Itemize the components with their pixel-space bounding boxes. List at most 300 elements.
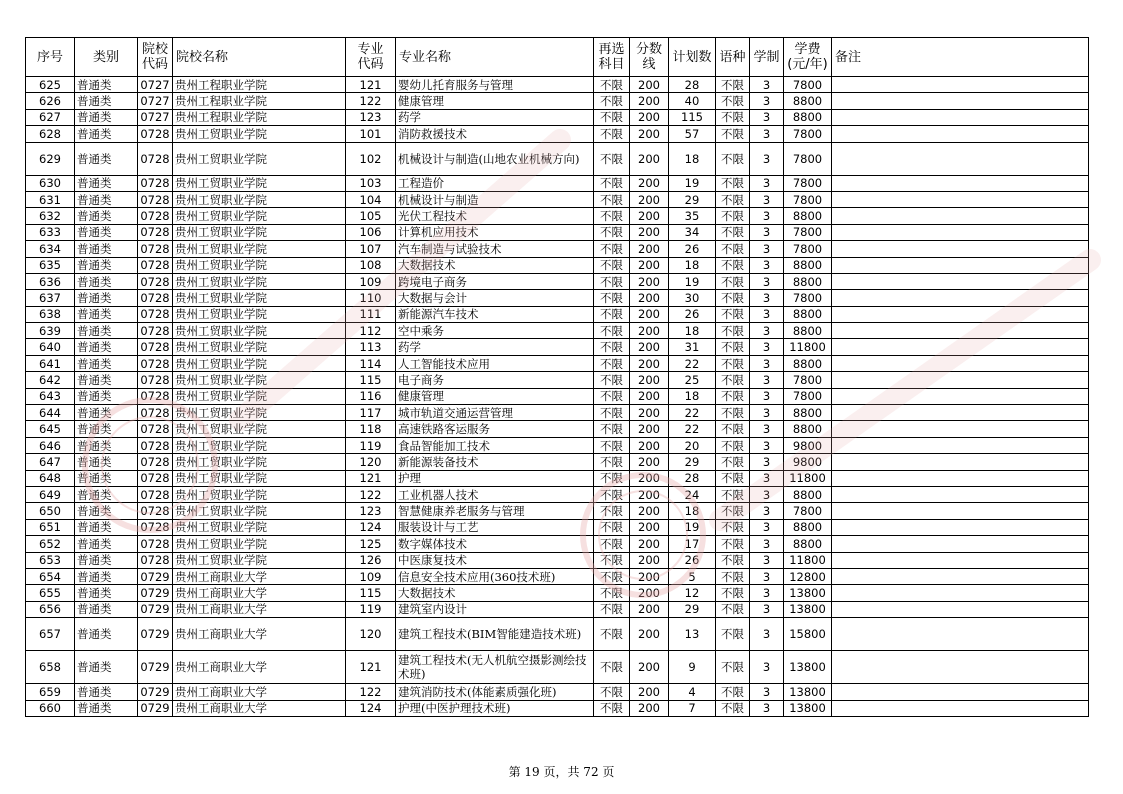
cell-seq: 637: [26, 290, 75, 306]
cell-plan: 22: [669, 421, 716, 437]
cell-seq: 628: [26, 126, 75, 142]
cell-category: 普通类: [75, 585, 138, 601]
cell-seq: 625: [26, 77, 75, 93]
cell-plan: 22: [669, 405, 716, 421]
cell-score: 200: [630, 454, 669, 470]
cell-school-code: 0728: [138, 257, 173, 273]
cell-plan: 30: [669, 290, 716, 306]
cell-score: 200: [630, 651, 669, 684]
cell-fee: 8800: [784, 93, 832, 109]
cell-remark: [832, 700, 1089, 716]
cell-category: 普通类: [75, 257, 138, 273]
cell-years: 3: [750, 224, 784, 240]
cell-remark: [832, 175, 1089, 191]
cell-reselect: 不限: [594, 191, 630, 207]
cell-language: 不限: [716, 339, 750, 355]
cell-major-code: 122: [346, 93, 396, 109]
cell-major-name: 健康管理: [396, 93, 594, 109]
cell-major-name: 机械设计与制造(山地农业机械方向): [396, 142, 594, 175]
cell-language: 不限: [716, 273, 750, 289]
cell-school-name: 贵州工贸职业学院: [173, 552, 346, 568]
cell-category: 普通类: [75, 306, 138, 322]
table-row: [26, 208, 1089, 224]
cell-seq: 631: [26, 191, 75, 207]
cell-score: 200: [630, 601, 669, 617]
cell-remark: [832, 519, 1089, 535]
cell-plan: 18: [669, 142, 716, 175]
cell-reselect: 不限: [594, 585, 630, 601]
cell-school-code: 0728: [138, 126, 173, 142]
cell-plan: 29: [669, 454, 716, 470]
cell-school-code: 0727: [138, 77, 173, 93]
cell-category: 普通类: [75, 273, 138, 289]
cell-school-code: 0728: [138, 437, 173, 453]
cell-major-code: 122: [346, 486, 396, 502]
table-row: [26, 437, 1089, 453]
header-reselect: 再选 科目: [594, 38, 630, 77]
cell-major-code: 110: [346, 290, 396, 306]
cell-years: 3: [750, 339, 784, 355]
cell-school-name: 贵州工贸职业学院: [173, 536, 346, 552]
table-row: [26, 126, 1089, 142]
cell-major-name: 空中乘务: [396, 323, 594, 339]
cell-plan: 35: [669, 208, 716, 224]
table-row: [26, 257, 1089, 273]
cell-language: 不限: [716, 684, 750, 700]
cell-remark: [832, 486, 1089, 502]
cell-reselect: 不限: [594, 257, 630, 273]
cell-school-name: 贵州工贸职业学院: [173, 339, 346, 355]
page-footer: 第 19 页，共 72 页: [508, 765, 615, 779]
cell-fee: 7800: [784, 503, 832, 519]
cell-seq: 639: [26, 323, 75, 339]
cell-school-code: 0728: [138, 273, 173, 289]
cell-plan: 9: [669, 651, 716, 684]
cell-fee: 7800: [784, 224, 832, 240]
cell-years: 3: [750, 568, 784, 584]
cell-fee: 13800: [784, 651, 832, 684]
cell-years: 3: [750, 585, 784, 601]
cell-score: 200: [630, 126, 669, 142]
cell-plan: 18: [669, 503, 716, 519]
cell-score: 200: [630, 290, 669, 306]
cell-school-code: 0728: [138, 486, 173, 502]
cell-major-name: 建筑工程技术(BIM智能建造技术班): [396, 618, 594, 651]
cell-plan: 115: [669, 109, 716, 125]
cell-reselect: 不限: [594, 700, 630, 716]
cell-score: 200: [630, 191, 669, 207]
cell-major-code: 115: [346, 585, 396, 601]
cell-reselect: 不限: [594, 290, 630, 306]
cell-seq: 655: [26, 585, 75, 601]
cell-major-code: 117: [346, 405, 396, 421]
cell-fee: 8800: [784, 306, 832, 322]
cell-major-name: 高速铁路客运服务: [396, 421, 594, 437]
cell-remark: [832, 273, 1089, 289]
cell-major-code: 106: [346, 224, 396, 240]
cell-category: 普通类: [75, 454, 138, 470]
cell-school-code: 0729: [138, 618, 173, 651]
cell-school-name: 贵州工贸职业学院: [173, 208, 346, 224]
table-row: [26, 700, 1089, 716]
cell-plan: 12: [669, 585, 716, 601]
cell-category: 普通类: [75, 126, 138, 142]
cell-fee: 13800: [784, 700, 832, 716]
cell-reselect: 不限: [594, 503, 630, 519]
cell-category: 普通类: [75, 191, 138, 207]
cell-language: 不限: [716, 191, 750, 207]
cell-seq: 660: [26, 700, 75, 716]
cell-plan: 13: [669, 618, 716, 651]
cell-category: 普通类: [75, 355, 138, 371]
cell-years: 3: [750, 651, 784, 684]
cell-seq: 648: [26, 470, 75, 486]
cell-language: 不限: [716, 421, 750, 437]
cell-category: 普通类: [75, 372, 138, 388]
cell-major-code: 123: [346, 109, 396, 125]
cell-reselect: 不限: [594, 552, 630, 568]
cell-score: 200: [630, 355, 669, 371]
cell-school-name: 贵州工商职业大学: [173, 568, 346, 584]
table-row: [26, 618, 1089, 651]
cell-years: 3: [750, 552, 784, 568]
cell-seq: 633: [26, 224, 75, 240]
cell-language: 不限: [716, 290, 750, 306]
cell-fee: 7800: [784, 241, 832, 257]
cell-seq: 652: [26, 536, 75, 552]
cell-remark: [832, 388, 1089, 404]
cell-remark: [832, 470, 1089, 486]
cell-school-name: 贵州工贸职业学院: [173, 470, 346, 486]
table-row: [26, 77, 1089, 93]
cell-school-name: 贵州工贸职业学院: [173, 519, 346, 535]
cell-major-code: 111: [346, 306, 396, 322]
cell-category: 普通类: [75, 405, 138, 421]
cell-fee: 13800: [784, 684, 832, 700]
cell-seq: 629: [26, 142, 75, 175]
cell-reselect: 不限: [594, 470, 630, 486]
cell-school-name: 贵州工商职业大学: [173, 684, 346, 700]
cell-seq: 627: [26, 109, 75, 125]
cell-seq: 632: [26, 208, 75, 224]
cell-school-name: 贵州工贸职业学院: [173, 241, 346, 257]
cell-school-code: 0728: [138, 175, 173, 191]
cell-school-name: 贵州工贸职业学院: [173, 355, 346, 371]
cell-years: 3: [750, 273, 784, 289]
cell-category: 普通类: [75, 651, 138, 684]
cell-school-code: 0728: [138, 421, 173, 437]
cell-years: 3: [750, 323, 784, 339]
cell-reselect: 不限: [594, 601, 630, 617]
cell-category: 普通类: [75, 437, 138, 453]
header-fee: 学费 (元/年): [784, 38, 832, 77]
cell-score: 200: [630, 306, 669, 322]
cell-reselect: 不限: [594, 142, 630, 175]
header-seq: 序号: [26, 38, 75, 77]
cell-reselect: 不限: [594, 109, 630, 125]
cell-fee: 7800: [784, 191, 832, 207]
cell-major-code: 101: [346, 126, 396, 142]
cell-major-name: 城市轨道交通运营管理: [396, 405, 594, 421]
cell-language: 不限: [716, 585, 750, 601]
cell-score: 200: [630, 470, 669, 486]
cell-language: 不限: [716, 536, 750, 552]
cell-major-code: 125: [346, 536, 396, 552]
cell-major-name: 中医康复技术: [396, 552, 594, 568]
cell-fee: 7800: [784, 175, 832, 191]
cell-remark: [832, 142, 1089, 175]
table-row: [26, 470, 1089, 486]
cell-reselect: 不限: [594, 175, 630, 191]
cell-score: 200: [630, 684, 669, 700]
cell-school-name: 贵州工贸职业学院: [173, 503, 346, 519]
cell-major-code: 109: [346, 273, 396, 289]
cell-reselect: 不限: [594, 684, 630, 700]
cell-category: 普通类: [75, 339, 138, 355]
table-header: [26, 38, 1089, 77]
cell-language: 不限: [716, 77, 750, 93]
cell-language: 不限: [716, 601, 750, 617]
cell-remark: [832, 191, 1089, 207]
cell-seq: 657: [26, 618, 75, 651]
cell-reselect: 不限: [594, 519, 630, 535]
cell-years: 3: [750, 486, 784, 502]
cell-score: 200: [630, 503, 669, 519]
cell-language: 不限: [716, 437, 750, 453]
cell-category: 普通类: [75, 208, 138, 224]
cell-major-code: 119: [346, 601, 396, 617]
cell-fee: 11800: [784, 339, 832, 355]
cell-major-name: 新能源汽车技术: [396, 306, 594, 322]
table-row: [26, 142, 1089, 175]
cell-fee: 7800: [784, 77, 832, 93]
cell-remark: [832, 421, 1089, 437]
cell-major-name: 大数据技术: [396, 257, 594, 273]
cell-fee: 8800: [784, 208, 832, 224]
cell-major-code: 112: [346, 323, 396, 339]
cell-category: 普通类: [75, 323, 138, 339]
cell-reselect: 不限: [594, 618, 630, 651]
cell-school-name: 贵州工商职业大学: [173, 585, 346, 601]
cell-reselect: 不限: [594, 454, 630, 470]
cell-category: 普通类: [75, 290, 138, 306]
cell-major-name: 新能源装备技术: [396, 454, 594, 470]
cell-school-name: 贵州工商职业大学: [173, 601, 346, 617]
cell-school-code: 0728: [138, 536, 173, 552]
cell-school-code: 0728: [138, 306, 173, 322]
cell-plan: 18: [669, 257, 716, 273]
cell-language: 不限: [716, 224, 750, 240]
cell-plan: 19: [669, 175, 716, 191]
cell-score: 200: [630, 486, 669, 502]
cell-reselect: 不限: [594, 536, 630, 552]
cell-reselect: 不限: [594, 437, 630, 453]
cell-score: 200: [630, 142, 669, 175]
cell-major-name: 汽车制造与试验技术: [396, 241, 594, 257]
cell-years: 3: [750, 503, 784, 519]
cell-plan: 26: [669, 306, 716, 322]
cell-remark: [832, 355, 1089, 371]
cell-score: 200: [630, 437, 669, 453]
cell-remark: [832, 618, 1089, 651]
cell-major-code: 119: [346, 437, 396, 453]
cell-major-code: 109: [346, 568, 396, 584]
cell-years: 3: [750, 437, 784, 453]
cell-fee: 8800: [784, 273, 832, 289]
cell-school-name: 贵州工贸职业学院: [173, 290, 346, 306]
cell-score: 200: [630, 208, 669, 224]
cell-reselect: 不限: [594, 208, 630, 224]
table-row: [26, 290, 1089, 306]
cell-fee: 8800: [784, 421, 832, 437]
cell-remark: [832, 503, 1089, 519]
cell-seq: 649: [26, 486, 75, 502]
cell-fee: 8800: [784, 257, 832, 273]
cell-school-code: 0728: [138, 142, 173, 175]
table-row: [26, 191, 1089, 207]
cell-school-name: 贵州工贸职业学院: [173, 437, 346, 453]
cell-fee: 8800: [784, 323, 832, 339]
cell-fee: 8800: [784, 355, 832, 371]
cell-school-code: 0728: [138, 208, 173, 224]
cell-language: 不限: [716, 142, 750, 175]
cell-major-name: 工业机器人技术: [396, 486, 594, 502]
cell-years: 3: [750, 454, 784, 470]
cell-remark: [832, 109, 1089, 125]
cell-plan: 20: [669, 437, 716, 453]
cell-major-code: 121: [346, 651, 396, 684]
cell-years: 3: [750, 519, 784, 535]
cell-years: 3: [750, 355, 784, 371]
cell-school-name: 贵州工贸职业学院: [173, 273, 346, 289]
cell-category: 普通类: [75, 684, 138, 700]
cell-language: 不限: [716, 372, 750, 388]
cell-years: 3: [750, 93, 784, 109]
cell-plan: 4: [669, 684, 716, 700]
cell-major-name: 人工智能技术应用: [396, 355, 594, 371]
cell-major-code: 105: [346, 208, 396, 224]
cell-fee: 15800: [784, 618, 832, 651]
cell-school-code: 0729: [138, 601, 173, 617]
cell-school-code: 0728: [138, 388, 173, 404]
cell-major-name: 健康管理: [396, 388, 594, 404]
cell-fee: 7800: [784, 372, 832, 388]
cell-reselect: 不限: [594, 323, 630, 339]
cell-major-name: 建筑工程技术(无人机航空摄影测绘技术班): [396, 651, 594, 684]
header-category: 类别: [75, 38, 138, 77]
cell-category: 普通类: [75, 601, 138, 617]
cell-plan: 5: [669, 568, 716, 584]
cell-plan: 25: [669, 372, 716, 388]
cell-category: 普通类: [75, 241, 138, 257]
cell-major-name: 大数据与会计: [396, 290, 594, 306]
cell-school-name: 贵州工商职业大学: [173, 700, 346, 716]
cell-language: 不限: [716, 109, 750, 125]
cell-language: 不限: [716, 700, 750, 716]
cell-years: 3: [750, 191, 784, 207]
cell-score: 200: [630, 175, 669, 191]
cell-remark: [832, 241, 1089, 257]
cell-fee: 11800: [784, 470, 832, 486]
cell-school-name: 贵州工贸职业学院: [173, 191, 346, 207]
header-language: 语种: [716, 38, 750, 77]
table-row: [26, 355, 1089, 371]
cell-fee: 9800: [784, 437, 832, 453]
cell-score: 200: [630, 536, 669, 552]
cell-school-code: 0727: [138, 109, 173, 125]
cell-school-name: 贵州工贸职业学院: [173, 421, 346, 437]
cell-plan: 18: [669, 323, 716, 339]
cell-major-code: 103: [346, 175, 396, 191]
cell-category: 普通类: [75, 77, 138, 93]
cell-years: 3: [750, 290, 784, 306]
cell-school-code: 0728: [138, 290, 173, 306]
cell-school-code: 0728: [138, 470, 173, 486]
cell-language: 不限: [716, 519, 750, 535]
cell-seq: 634: [26, 241, 75, 257]
cell-major-code: 124: [346, 519, 396, 535]
cell-school-code: 0729: [138, 585, 173, 601]
cell-major-name: 机械设计与制造: [396, 191, 594, 207]
cell-plan: 24: [669, 486, 716, 502]
cell-remark: [832, 372, 1089, 388]
cell-seq: 646: [26, 437, 75, 453]
cell-fee: 13800: [784, 601, 832, 617]
header-major-code: 专业 代码: [346, 38, 396, 77]
table-row: [26, 273, 1089, 289]
cell-years: 3: [750, 421, 784, 437]
cell-seq: 650: [26, 503, 75, 519]
cell-major-name: 食品智能加工技术: [396, 437, 594, 453]
cell-school-code: 0728: [138, 191, 173, 207]
cell-school-name: 贵州工贸职业学院: [173, 175, 346, 191]
cell-school-name: 贵州工商职业大学: [173, 651, 346, 684]
cell-school-code: 0728: [138, 519, 173, 535]
cell-school-name: 贵州工贸职业学院: [173, 142, 346, 175]
header-school-name: 院校名称: [173, 38, 346, 77]
cell-years: 3: [750, 372, 784, 388]
cell-remark: [832, 77, 1089, 93]
cell-major-code: 126: [346, 552, 396, 568]
cell-major-name: 护理(中医护理技术班): [396, 700, 594, 716]
header-major-name: 专业名称: [396, 38, 594, 77]
table-row: [26, 503, 1089, 519]
cell-seq: 651: [26, 519, 75, 535]
cell-remark: [832, 93, 1089, 109]
cell-years: 3: [750, 618, 784, 651]
cell-fee: 8800: [784, 486, 832, 502]
cell-remark: [832, 585, 1089, 601]
cell-score: 200: [630, 257, 669, 273]
cell-reselect: 不限: [594, 224, 630, 240]
cell-category: 普通类: [75, 552, 138, 568]
header-remark: 备注: [832, 38, 1089, 77]
cell-remark: [832, 208, 1089, 224]
cell-years: 3: [750, 306, 784, 322]
cell-school-name: 贵州工贸职业学院: [173, 323, 346, 339]
cell-plan: 19: [669, 273, 716, 289]
cell-category: 普通类: [75, 175, 138, 191]
cell-major-name: 服装设计与工艺: [396, 519, 594, 535]
cell-major-name: 工程造价: [396, 175, 594, 191]
cell-language: 不限: [716, 241, 750, 257]
cell-reselect: 不限: [594, 372, 630, 388]
cell-years: 3: [750, 470, 784, 486]
cell-school-code: 0728: [138, 241, 173, 257]
cell-school-name: 贵州工程职业学院: [173, 93, 346, 109]
table-row: [26, 175, 1089, 191]
cell-score: 200: [630, 372, 669, 388]
